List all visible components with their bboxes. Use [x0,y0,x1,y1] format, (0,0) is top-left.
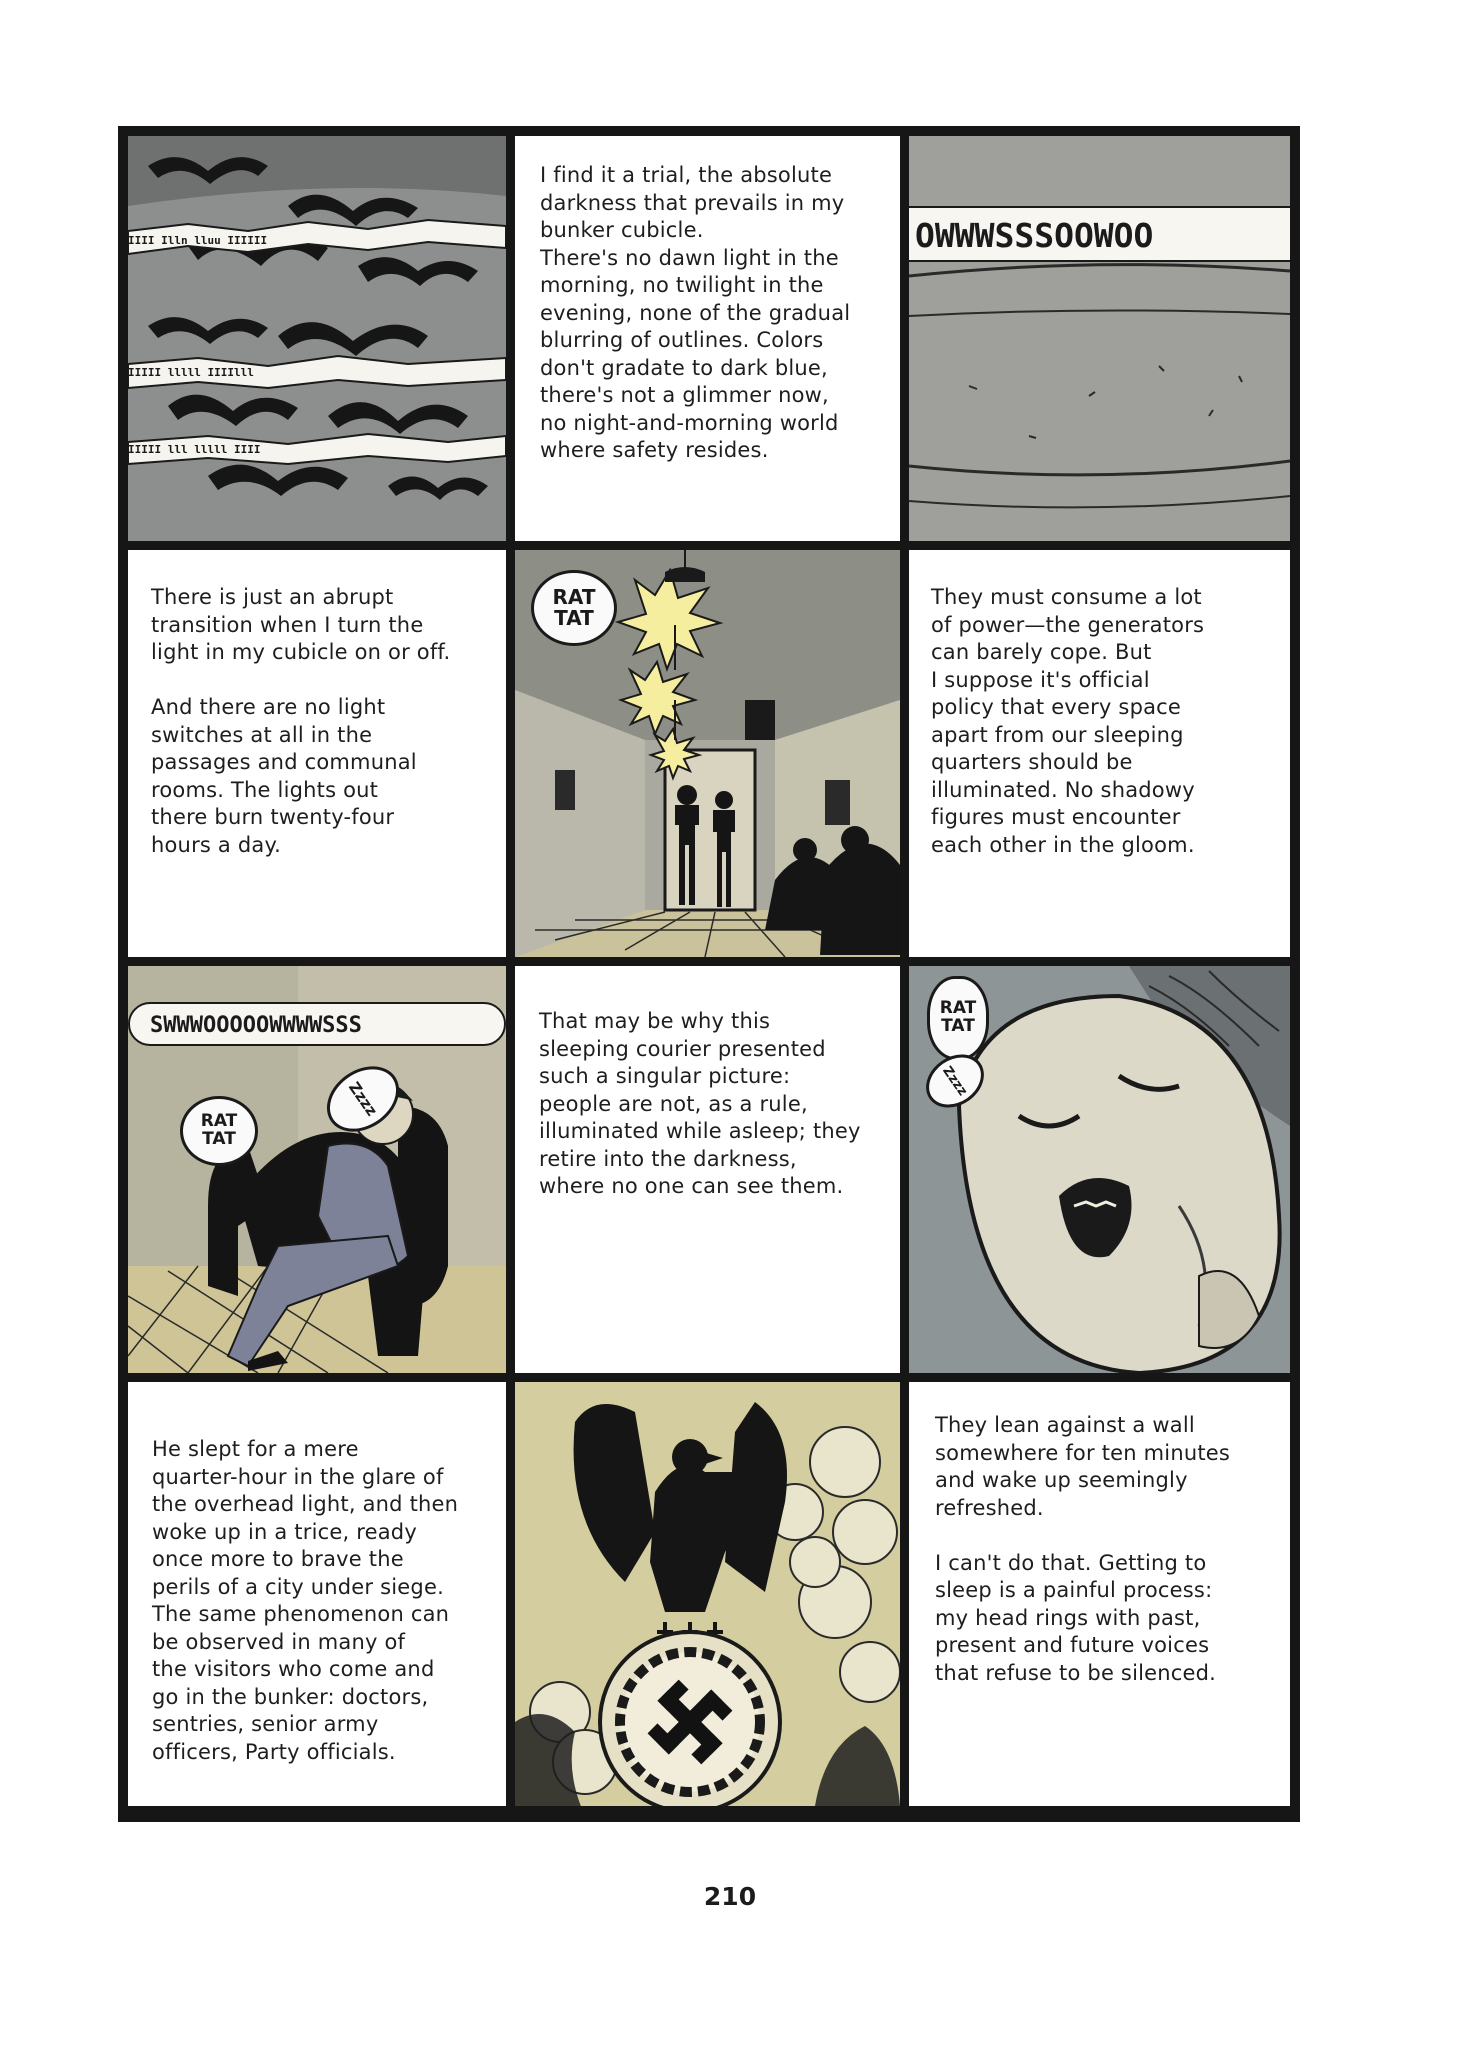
rat-tat-balloon: RAT TAT [531,570,617,646]
caption-consume-power: They must consume a lot of power—the generators can barely cope. But I suppose it's official policy that every space apart from our sleeping quarters should be illuminated. No shadowy figures must encounter each other in the gloom. [931,585,1205,857]
caption-singular-picture: That may be why this sleeping courier presented such a singular picture: people are not, as a rule, illuminated while asleep; they retire into the darkness, where no one can see them. [539,1009,861,1198]
panel-eagle-emblem [515,1382,900,1806]
page-number: 210 [703,1882,757,1911]
panel-corridor-lights [515,550,900,957]
panel-sleeping-courier [128,966,506,1373]
panel-sleeping-face [909,966,1290,1373]
birds-sky-art [128,136,506,541]
comic-page-grid [118,126,1300,1822]
ceiling-texture-art [909,136,1290,541]
rat-tat-balloon-face: RAT TAT [927,976,989,1060]
panel-quarter-hour-text [128,1382,506,1806]
panel-ceiling-noise [909,136,1290,541]
sfx-strip-3: IIIII lll lllll IIII [128,443,261,456]
panel-birds-sky [128,136,506,541]
zzz-bubble-courier: Zzzz [314,1053,411,1145]
eagle-emblem-art [515,1382,900,1806]
zzz-bubble-face: Zzzz [916,1044,994,1119]
sfx-strip-2: IIIII lllll IIIIlll [128,366,254,379]
panel-darkness-text [515,136,900,541]
caption-absolute-darkness: I find it a trial, the absolute darkness that prevails in my bunker cubicle. There's no dawn light in the morning, no twilight in the evening, none of the gradual blurring of outlines. Colors don't gradate to dark blue, there's not a glimmer now, no night-and-morning world where safety resides. [540,163,851,462]
sfx-strip-1: IIII Illn lluu IIIIII [128,234,268,247]
caption-mere-quarter-hour: He slept for a mere quarter-hour in the glare of the overhead light, and then woke up in a trice, ready once more to brave the perils of a city under siege. The same phenomenon can be observed in many of the visitors who come and go in the bunker: doctors, sentries, senior army officers, Party officials. [152,1437,459,1764]
panel-singular-picture-text [515,966,900,1373]
rat-tat-balloon-courier: RAT TAT [180,1096,258,1166]
caption-lean-against-wall: They lean against a wall somewhere for ten minutes and wake up seemingly refreshed. I can't do that. Getting to sleep is a painful process: my head rings with past, present and future voices that refuse to be silenced. [935,1413,1231,1685]
panel-light-switch-text [128,550,506,957]
panel-lean-wall-text [909,1382,1290,1806]
panel-power-text [909,550,1290,957]
sfx-owwwsss: OWWWSSSOOWOO [909,206,1290,262]
caption-abrupt-transition: There is just an abrupt transition when I turn the light in my cubicle on or off. And there are no light switches at all in the passages and communal rooms. The lights out there burn twenty-four hours a day. [151,585,451,857]
sfx-swwwooo: SWWWOOOOOWWWWSSS [128,1002,506,1046]
